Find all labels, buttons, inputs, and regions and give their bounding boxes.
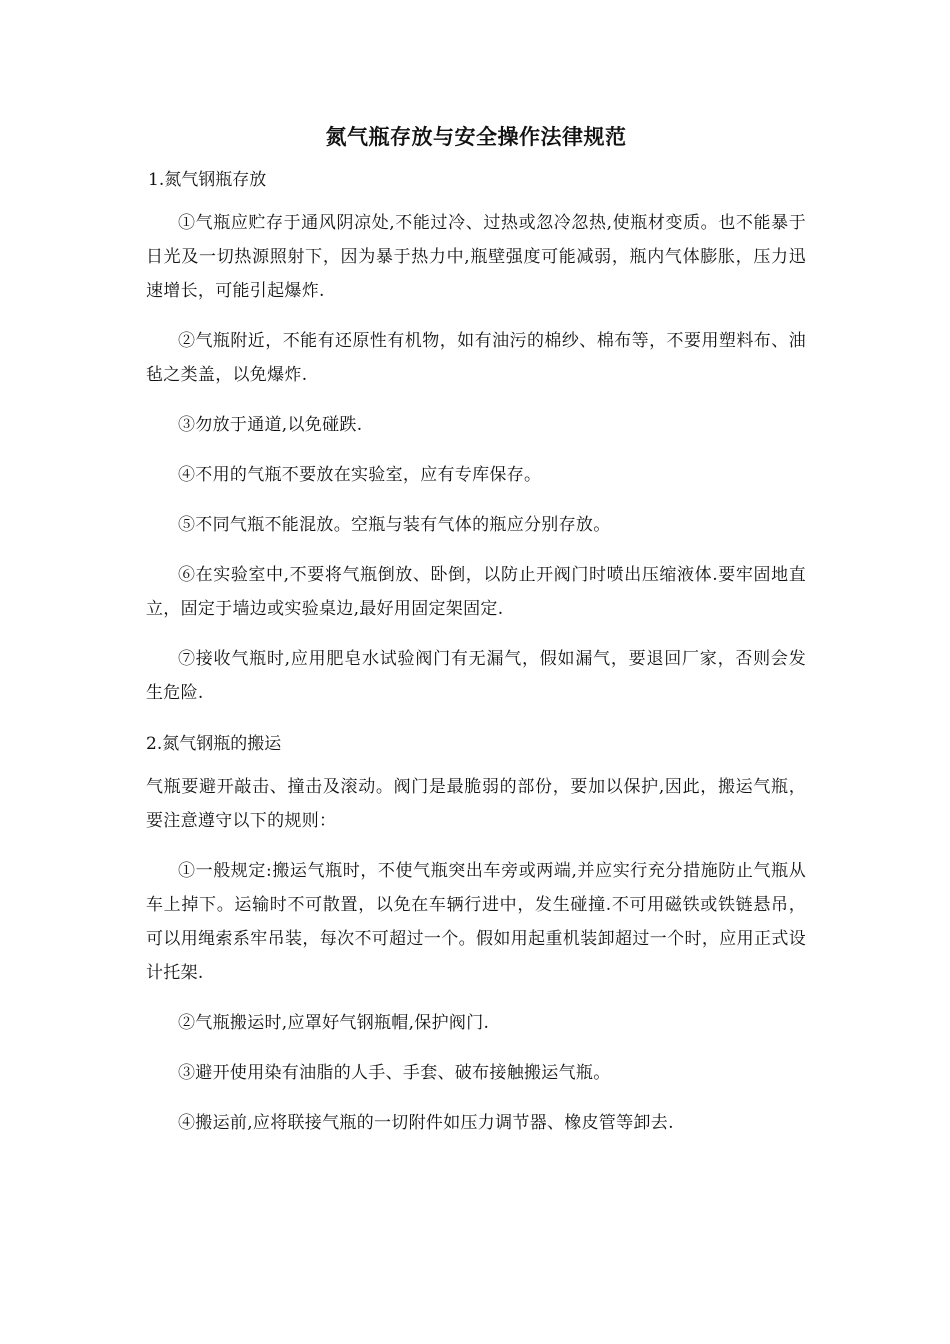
storage-item-3: ③勿放于通道,以免碰跌. bbox=[178, 415, 363, 435]
transport-item-3: ③避开使用染有油脂的人手、手套、破布接触搬运气瓶。 bbox=[178, 1063, 611, 1083]
page-title: 氮气瓶存放与安全操作法律规范 bbox=[325, 124, 627, 149]
transport-item-4: ④搬运前,应将联接气瓶的一切附件如压力调节器、橡皮管等卸去. bbox=[178, 1113, 674, 1133]
storage-item-7: ⑦接收气瓶时,应用肥皂水试验阀门有无漏气，假如漏气，要退回厂家，否则会发生危险. bbox=[146, 649, 806, 703]
section-heading-storage: 1.氮气钢瓶存放 bbox=[148, 170, 267, 190]
document-body bbox=[146, 118, 806, 1156]
storage-item-1: ①气瓶应贮存于通风阴凉处,不能过冷、过热或忽冷忽热,使瓶材变质。也不能暴于日光及一切热源照射下，因为暴于热力中,瓶壁强度可能减弱，瓶内气体膨胀，压力迅速增长，可能引起爆炸. bbox=[146, 213, 806, 301]
transport-item-1: ①一般规定:搬运气瓶时，不使气瓶突出车旁或两端,并应实行充分措施防止气瓶从车上掉下。运输时不可散置，以免在车辆行进中，发生碰撞.不可用磁铁或铁链悬吊，可以用绳索系牢吊装，每次不可超过一个。假如用起重机装卸超过一个时，应用正式设计托架. bbox=[146, 861, 806, 983]
storage-item-2: ②气瓶附近，不能有还原性有机物，如有油污的棉纱、棉布等，不要用塑料布、油毡之类盖，以免爆炸. bbox=[146, 331, 806, 385]
storage-item-6: ⑥在实验室中,不要将气瓶倒放、卧倒，以防止开阀门时喷出压缩液体.要牢固地直立，固定于墙边或实验桌边,最好用固定架固定. bbox=[146, 565, 806, 619]
storage-item-5: ⑤不同气瓶不能混放。空瓶与装有气体的瓶应分别存放。 bbox=[178, 515, 611, 535]
transport-intro: 气瓶要避开敲击、撞击及滚动。阀门是最脆弱的部份，要加以保护,因此，搬运气瓶，要注意遵守以下的规则： bbox=[146, 777, 806, 831]
storage-item-4: ④不用的气瓶不要放在实验室，应有专库保存。 bbox=[178, 465, 542, 485]
transport-item-2: ②气瓶搬运时,应罩好气钢瓶帽,保护阀门. bbox=[178, 1013, 490, 1033]
section-heading-transport: 2.氮气钢瓶的搬运 bbox=[146, 734, 282, 754]
